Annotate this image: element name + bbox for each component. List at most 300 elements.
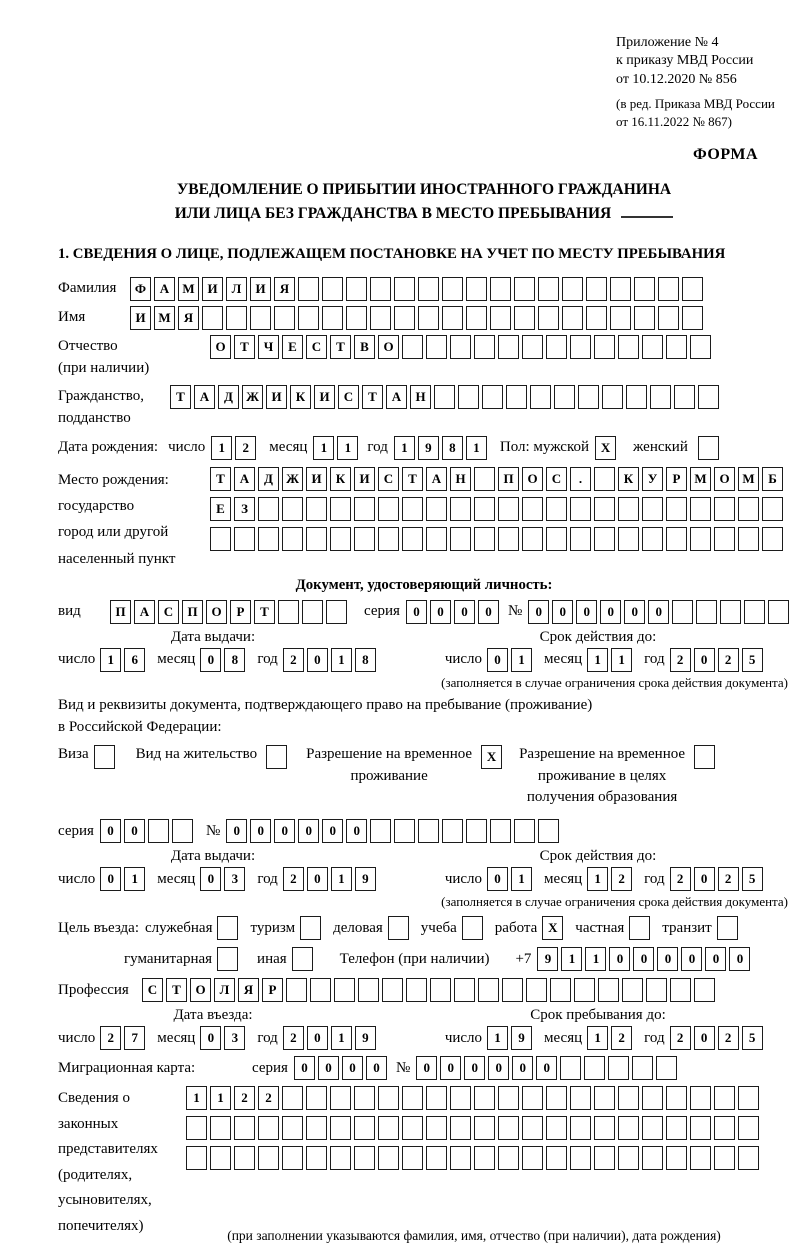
- form-cell[interactable]: [210, 1146, 231, 1170]
- form-cell[interactable]: [594, 467, 615, 491]
- form-cell[interactable]: [462, 916, 483, 940]
- form-cell[interactable]: И: [266, 385, 287, 409]
- form-cell[interactable]: [514, 306, 535, 330]
- form-cell[interactable]: 2: [234, 1086, 255, 1110]
- form-cell[interactable]: Т: [362, 385, 383, 409]
- form-cell[interactable]: [282, 497, 303, 521]
- form-cell[interactable]: А: [154, 277, 175, 301]
- form-cell[interactable]: [282, 1086, 303, 1110]
- form-cell[interactable]: [717, 916, 738, 940]
- form-cell[interactable]: А: [386, 385, 407, 409]
- form-cell[interactable]: С: [338, 385, 359, 409]
- form-cell[interactable]: 2: [258, 1086, 279, 1110]
- form-cell[interactable]: X: [542, 916, 563, 940]
- form-cell[interactable]: [330, 497, 351, 521]
- form-cell[interactable]: [578, 385, 599, 409]
- form-cell[interactable]: [554, 385, 575, 409]
- form-cell[interactable]: 0: [454, 600, 475, 624]
- form-cell[interactable]: [474, 527, 495, 551]
- form-cell[interactable]: [474, 1146, 495, 1170]
- form-cell[interactable]: [498, 527, 519, 551]
- form-cell[interactable]: [526, 978, 547, 1002]
- form-cell[interactable]: [306, 1116, 327, 1140]
- form-cell[interactable]: [346, 306, 367, 330]
- form-cell[interactable]: [594, 1116, 615, 1140]
- form-cell[interactable]: [282, 1146, 303, 1170]
- form-cell[interactable]: [622, 978, 643, 1002]
- form-cell[interactable]: [538, 277, 559, 301]
- form-cell[interactable]: [226, 306, 247, 330]
- form-cell[interactable]: [186, 1116, 207, 1140]
- form-cell[interactable]: [217, 916, 238, 940]
- form-cell[interactable]: [696, 600, 717, 624]
- form-cell[interactable]: [394, 306, 415, 330]
- form-cell[interactable]: [306, 1146, 327, 1170]
- form-cell[interactable]: [258, 1116, 279, 1140]
- form-cell[interactable]: [382, 978, 403, 1002]
- form-cell[interactable]: [738, 1146, 759, 1170]
- form-cell[interactable]: О: [210, 335, 231, 359]
- form-cell[interactable]: [334, 978, 355, 1002]
- form-cell[interactable]: Р: [230, 600, 251, 624]
- form-cell[interactable]: [632, 1056, 653, 1080]
- form-cell[interactable]: 2: [235, 436, 256, 460]
- form-cell[interactable]: 0: [200, 648, 221, 672]
- form-cell[interactable]: [354, 1146, 375, 1170]
- form-cell[interactable]: 0: [657, 947, 678, 971]
- form-cell[interactable]: 2: [718, 648, 739, 672]
- form-cell[interactable]: [322, 306, 343, 330]
- form-cell[interactable]: [570, 527, 591, 551]
- form-cell[interactable]: [768, 600, 789, 624]
- form-cell[interactable]: 0: [528, 600, 549, 624]
- form-cell[interactable]: [450, 527, 471, 551]
- form-cell[interactable]: Р: [262, 978, 283, 1002]
- form-cell[interactable]: [642, 527, 663, 551]
- form-cell[interactable]: [646, 978, 667, 1002]
- form-cell[interactable]: Н: [450, 467, 471, 491]
- form-cell[interactable]: [618, 335, 639, 359]
- form-cell[interactable]: [594, 1146, 615, 1170]
- form-cell[interactable]: [490, 819, 511, 843]
- form-cell[interactable]: [378, 497, 399, 521]
- form-cell[interactable]: [474, 467, 495, 491]
- form-cell[interactable]: [426, 497, 447, 521]
- form-cell[interactable]: [202, 306, 223, 330]
- form-cell[interactable]: [642, 1146, 663, 1170]
- form-cell[interactable]: [454, 978, 475, 1002]
- form-cell[interactable]: [618, 1146, 639, 1170]
- form-cell[interactable]: [234, 1146, 255, 1170]
- form-cell[interactable]: 0: [648, 600, 669, 624]
- form-cell[interactable]: 0: [294, 1056, 315, 1080]
- form-cell[interactable]: И: [202, 277, 223, 301]
- form-cell[interactable]: [418, 277, 439, 301]
- form-cell[interactable]: [402, 527, 423, 551]
- form-cell[interactable]: [402, 497, 423, 521]
- form-cell[interactable]: [562, 277, 583, 301]
- form-cell[interactable]: .: [570, 467, 591, 491]
- form-cell[interactable]: [426, 1086, 447, 1110]
- form-cell[interactable]: [258, 497, 279, 521]
- form-cell[interactable]: М: [690, 467, 711, 491]
- form-cell[interactable]: 0: [705, 947, 726, 971]
- form-cell[interactable]: 1: [331, 867, 352, 891]
- form-cell[interactable]: [626, 385, 647, 409]
- form-cell[interactable]: 0: [624, 600, 645, 624]
- form-cell[interactable]: П: [498, 467, 519, 491]
- form-cell[interactable]: 2: [283, 1026, 304, 1050]
- form-cell[interactable]: [634, 277, 655, 301]
- form-cell[interactable]: [498, 1086, 519, 1110]
- form-cell[interactable]: [690, 1146, 711, 1170]
- form-cell[interactable]: З: [234, 497, 255, 521]
- form-cell[interactable]: 0: [681, 947, 702, 971]
- form-cell[interactable]: 2: [670, 867, 691, 891]
- form-cell[interactable]: 0: [318, 1056, 339, 1080]
- form-cell[interactable]: 0: [464, 1056, 485, 1080]
- form-cell[interactable]: [522, 335, 543, 359]
- form-cell[interactable]: [406, 978, 427, 1002]
- form-cell[interactable]: 1: [124, 867, 145, 891]
- form-cell[interactable]: [458, 385, 479, 409]
- form-cell[interactable]: 1: [331, 648, 352, 672]
- form-cell[interactable]: 0: [124, 819, 145, 843]
- form-cell[interactable]: 0: [536, 1056, 557, 1080]
- form-cell[interactable]: 0: [307, 867, 328, 891]
- form-cell[interactable]: [286, 978, 307, 1002]
- form-cell[interactable]: [594, 335, 615, 359]
- form-cell[interactable]: 2: [283, 867, 304, 891]
- form-cell[interactable]: [418, 306, 439, 330]
- form-cell[interactable]: [358, 978, 379, 1002]
- form-cell[interactable]: [298, 277, 319, 301]
- form-cell[interactable]: Л: [214, 978, 235, 1002]
- form-cell[interactable]: А: [234, 467, 255, 491]
- form-cell[interactable]: С: [158, 600, 179, 624]
- form-cell[interactable]: [570, 335, 591, 359]
- form-cell[interactable]: Ч: [258, 335, 279, 359]
- form-cell[interactable]: 9: [355, 867, 376, 891]
- form-cell[interactable]: [354, 497, 375, 521]
- form-cell[interactable]: 0: [694, 648, 715, 672]
- form-cell[interactable]: П: [182, 600, 203, 624]
- form-cell[interactable]: [658, 306, 679, 330]
- form-cell[interactable]: 0: [342, 1056, 363, 1080]
- form-cell[interactable]: 0: [600, 600, 621, 624]
- form-cell[interactable]: [650, 385, 671, 409]
- form-cell[interactable]: [450, 1116, 471, 1140]
- form-cell[interactable]: [642, 497, 663, 521]
- form-cell[interactable]: 2: [670, 648, 691, 672]
- form-cell[interactable]: [234, 1116, 255, 1140]
- form-cell[interactable]: 0: [226, 819, 247, 843]
- form-cell[interactable]: М: [178, 277, 199, 301]
- form-cell[interactable]: [506, 385, 527, 409]
- form-cell[interactable]: [426, 1116, 447, 1140]
- form-cell[interactable]: [546, 1146, 567, 1170]
- form-cell[interactable]: В: [354, 335, 375, 359]
- form-cell[interactable]: 2: [718, 1026, 739, 1050]
- form-cell[interactable]: [682, 306, 703, 330]
- form-cell[interactable]: [450, 497, 471, 521]
- form-cell[interactable]: [642, 1086, 663, 1110]
- form-cell[interactable]: [292, 947, 313, 971]
- form-cell[interactable]: [546, 335, 567, 359]
- form-cell[interactable]: [762, 497, 783, 521]
- form-cell[interactable]: 9: [355, 1026, 376, 1050]
- form-cell[interactable]: 2: [718, 867, 739, 891]
- form-cell[interactable]: [666, 497, 687, 521]
- form-cell[interactable]: [278, 600, 299, 624]
- form-cell[interactable]: [306, 1086, 327, 1110]
- form-cell[interactable]: 1: [100, 648, 121, 672]
- form-cell[interactable]: [594, 1086, 615, 1110]
- form-cell[interactable]: [502, 978, 523, 1002]
- form-cell[interactable]: [584, 1056, 605, 1080]
- form-cell[interactable]: [466, 277, 487, 301]
- form-cell[interactable]: [682, 277, 703, 301]
- form-cell[interactable]: [354, 527, 375, 551]
- form-cell[interactable]: 1: [585, 947, 606, 971]
- form-cell[interactable]: [522, 1086, 543, 1110]
- form-cell[interactable]: 1: [466, 436, 487, 460]
- form-cell[interactable]: И: [314, 385, 335, 409]
- form-cell[interactable]: 5: [742, 867, 763, 891]
- form-cell[interactable]: [378, 1086, 399, 1110]
- form-cell[interactable]: [210, 1116, 231, 1140]
- form-cell[interactable]: [738, 1116, 759, 1140]
- form-cell[interactable]: [354, 1086, 375, 1110]
- form-cell[interactable]: С: [546, 467, 567, 491]
- form-cell[interactable]: [490, 277, 511, 301]
- form-cell[interactable]: [666, 1146, 687, 1170]
- form-cell[interactable]: [282, 1116, 303, 1140]
- form-cell[interactable]: 1: [331, 1026, 352, 1050]
- form-cell[interactable]: [514, 819, 535, 843]
- form-cell[interactable]: 7: [124, 1026, 145, 1050]
- form-cell[interactable]: [466, 306, 487, 330]
- form-cell[interactable]: 0: [200, 867, 221, 891]
- form-cell[interactable]: [326, 600, 347, 624]
- form-cell[interactable]: 1: [313, 436, 334, 460]
- form-cell[interactable]: [690, 497, 711, 521]
- form-cell[interactable]: 0: [346, 819, 367, 843]
- form-cell[interactable]: 3: [224, 1026, 245, 1050]
- form-cell[interactable]: 9: [537, 947, 558, 971]
- form-cell[interactable]: У: [642, 467, 663, 491]
- form-cell[interactable]: И: [130, 306, 151, 330]
- form-cell[interactable]: [310, 978, 331, 1002]
- form-cell[interactable]: [618, 1116, 639, 1140]
- form-cell[interactable]: 1: [210, 1086, 231, 1110]
- form-cell[interactable]: Ж: [282, 467, 303, 491]
- form-cell[interactable]: [330, 1146, 351, 1170]
- form-cell[interactable]: 1: [511, 648, 532, 672]
- form-cell[interactable]: [586, 277, 607, 301]
- form-cell[interactable]: [210, 527, 231, 551]
- form-cell[interactable]: [498, 335, 519, 359]
- form-cell[interactable]: [574, 978, 595, 1002]
- form-cell[interactable]: [598, 978, 619, 1002]
- form-cell[interactable]: Е: [210, 497, 231, 521]
- form-cell[interactable]: [570, 1086, 591, 1110]
- form-cell[interactable]: 0: [487, 648, 508, 672]
- form-cell[interactable]: [474, 497, 495, 521]
- form-cell[interactable]: 1: [337, 436, 358, 460]
- form-cell[interactable]: 1: [611, 648, 632, 672]
- form-cell[interactable]: [450, 335, 471, 359]
- form-cell[interactable]: 1: [587, 1026, 608, 1050]
- form-cell[interactable]: [217, 947, 238, 971]
- form-cell[interactable]: [720, 600, 741, 624]
- form-cell[interactable]: [586, 306, 607, 330]
- form-cell[interactable]: [738, 497, 759, 521]
- form-cell[interactable]: 1: [511, 867, 532, 891]
- form-cell[interactable]: [602, 385, 623, 409]
- form-cell[interactable]: О: [522, 467, 543, 491]
- form-cell[interactable]: С: [378, 467, 399, 491]
- form-cell[interactable]: [322, 277, 343, 301]
- form-cell[interactable]: [306, 497, 327, 521]
- form-cell[interactable]: [370, 819, 391, 843]
- form-cell[interactable]: 1: [211, 436, 232, 460]
- form-cell[interactable]: [378, 1146, 399, 1170]
- form-cell[interactable]: 0: [478, 600, 499, 624]
- form-cell[interactable]: [434, 385, 455, 409]
- form-cell[interactable]: 0: [609, 947, 630, 971]
- form-cell[interactable]: Л: [226, 277, 247, 301]
- form-cell[interactable]: 0: [552, 600, 573, 624]
- form-cell[interactable]: О: [190, 978, 211, 1002]
- form-cell[interactable]: Т: [402, 467, 423, 491]
- form-cell[interactable]: 0: [200, 1026, 221, 1050]
- form-cell[interactable]: [570, 1146, 591, 1170]
- form-cell[interactable]: [642, 1116, 663, 1140]
- form-cell[interactable]: [570, 497, 591, 521]
- form-cell[interactable]: 0: [274, 819, 295, 843]
- form-cell[interactable]: [694, 978, 715, 1002]
- form-cell[interactable]: 8: [355, 648, 376, 672]
- form-cell[interactable]: [266, 745, 287, 769]
- form-cell[interactable]: [172, 819, 193, 843]
- form-cell[interactable]: 0: [100, 867, 121, 891]
- form-cell[interactable]: А: [194, 385, 215, 409]
- form-cell[interactable]: [302, 600, 323, 624]
- form-cell[interactable]: 0: [406, 600, 427, 624]
- form-cell[interactable]: [426, 527, 447, 551]
- form-cell[interactable]: [498, 497, 519, 521]
- form-cell[interactable]: [482, 385, 503, 409]
- form-cell[interactable]: 8: [224, 648, 245, 672]
- form-cell[interactable]: X: [595, 436, 616, 460]
- form-cell[interactable]: [594, 527, 615, 551]
- form-cell[interactable]: Б: [762, 467, 783, 491]
- form-cell[interactable]: 0: [729, 947, 750, 971]
- form-cell[interactable]: Ф: [130, 277, 151, 301]
- form-cell[interactable]: 2: [611, 1026, 632, 1050]
- form-cell[interactable]: Т: [254, 600, 275, 624]
- form-cell[interactable]: [442, 277, 463, 301]
- form-cell[interactable]: 8: [442, 436, 463, 460]
- form-cell[interactable]: [378, 527, 399, 551]
- form-cell[interactable]: [94, 745, 115, 769]
- form-cell[interactable]: [666, 1116, 687, 1140]
- form-cell[interactable]: [148, 819, 169, 843]
- form-cell[interactable]: 5: [742, 648, 763, 672]
- form-cell[interactable]: [498, 1146, 519, 1170]
- form-cell[interactable]: [426, 335, 447, 359]
- form-cell[interactable]: [530, 385, 551, 409]
- form-cell[interactable]: [430, 978, 451, 1002]
- form-cell[interactable]: [690, 1086, 711, 1110]
- form-cell[interactable]: 0: [307, 648, 328, 672]
- form-cell[interactable]: Я: [274, 277, 295, 301]
- form-cell[interactable]: Т: [170, 385, 191, 409]
- form-cell[interactable]: Д: [258, 467, 279, 491]
- form-cell[interactable]: 0: [576, 600, 597, 624]
- form-cell[interactable]: [490, 306, 511, 330]
- form-cell[interactable]: [450, 1146, 471, 1170]
- form-cell[interactable]: [550, 978, 571, 1002]
- form-cell[interactable]: [378, 1116, 399, 1140]
- form-cell[interactable]: [388, 916, 409, 940]
- form-cell[interactable]: [714, 1116, 735, 1140]
- form-cell[interactable]: О: [714, 467, 735, 491]
- form-cell[interactable]: [354, 1116, 375, 1140]
- form-cell[interactable]: О: [206, 600, 227, 624]
- form-cell[interactable]: 2: [611, 867, 632, 891]
- form-cell[interactable]: [234, 527, 255, 551]
- form-cell[interactable]: [478, 978, 499, 1002]
- form-cell[interactable]: [346, 277, 367, 301]
- form-cell[interactable]: [562, 306, 583, 330]
- form-cell[interactable]: [186, 1146, 207, 1170]
- form-cell[interactable]: 1: [587, 648, 608, 672]
- form-cell[interactable]: [394, 277, 415, 301]
- form-cell[interactable]: [610, 306, 631, 330]
- form-cell[interactable]: [330, 1086, 351, 1110]
- form-cell[interactable]: [522, 1146, 543, 1170]
- form-cell[interactable]: [258, 1146, 279, 1170]
- form-cell[interactable]: А: [426, 467, 447, 491]
- form-cell[interactable]: [402, 1146, 423, 1170]
- form-cell[interactable]: [402, 1116, 423, 1140]
- form-cell[interactable]: А: [134, 600, 155, 624]
- form-cell[interactable]: 1: [561, 947, 582, 971]
- form-cell[interactable]: [538, 819, 559, 843]
- form-cell[interactable]: И: [250, 277, 271, 301]
- form-cell[interactable]: [762, 527, 783, 551]
- form-cell[interactable]: Р: [666, 467, 687, 491]
- form-cell[interactable]: [690, 1116, 711, 1140]
- form-cell[interactable]: К: [290, 385, 311, 409]
- form-cell[interactable]: 5: [742, 1026, 763, 1050]
- form-cell[interactable]: X: [481, 745, 502, 769]
- form-cell[interactable]: 9: [418, 436, 439, 460]
- form-cell[interactable]: [298, 306, 319, 330]
- form-cell[interactable]: [672, 600, 693, 624]
- form-cell[interactable]: Т: [234, 335, 255, 359]
- form-cell[interactable]: [394, 819, 415, 843]
- form-cell[interactable]: 3: [224, 867, 245, 891]
- form-cell[interactable]: Е: [282, 335, 303, 359]
- form-cell[interactable]: [560, 1056, 581, 1080]
- form-cell[interactable]: [698, 385, 719, 409]
- form-cell[interactable]: Т: [166, 978, 187, 1002]
- form-cell[interactable]: 1: [587, 867, 608, 891]
- form-cell[interactable]: [670, 978, 691, 1002]
